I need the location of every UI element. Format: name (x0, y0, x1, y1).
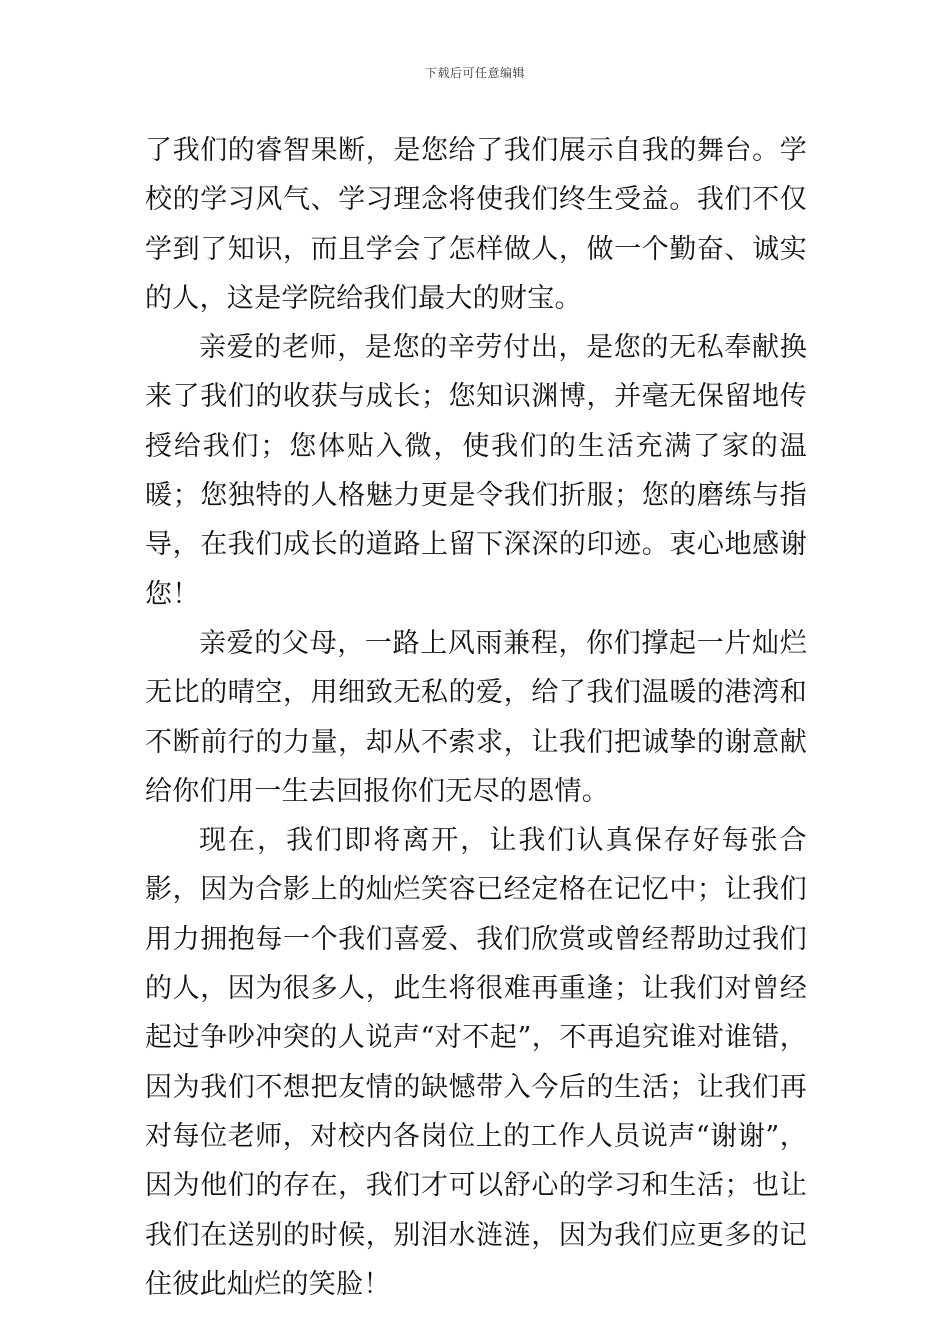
paragraph-teachers: 亲爱的老师，是您的辛劳付出，是您的无私奉献换来了我们的收获与成长；您知识渊博，并毫无保留地传授给我们；您体贴入微，使我们的生活充满了家的温暖；您独特的人格魅力更是令我们折服；您的磨练与指导，在我们成长的道路上留下深深的印迹。衷心地感谢您！ (145, 332, 807, 610)
page-header: 下载后可任意编辑 (424, 66, 525, 80)
document-body (145, 126, 807, 1309)
paragraph-parents: 亲爱的父母，一路上风雨兼程，你们撑起一片灿烂无比的晴空，用细致无私的爱，给了我们温暖的港湾和不断前行的力量，却从不索求，让我们把诚挚的谢意献给你们用一生去回报你们无尽的恩情。 (145, 627, 807, 807)
paragraph-farewell: 现在，我们即将离开，让我们认真保存好每张合影，因为合影上的灿烂笑容已经定格在记忆中；让我们用力拥抱每一个我们喜爱、我们欣赏或曾经帮助过我们的人，因为很多人，此生将很难再重逢；让我们对曾经起过争吵冲突的人说声“对不起”，不再追究谁对谁错，因为我们不想把友情的缺憾带入今后的生活；让我们再对每位老师，对校内各岗位上的工作人员说声“谢谢”，因为他们的存在，我们才可以舒心的学习和生活；也让我们在送别的时候，别泪水涟涟，因为我们应更多的记住彼此灿烂的笑脸！ (145, 825, 807, 1300)
paragraph-continuation: 了我们的睿智果断，是您给了我们展示自我的舞台。学校的学习风气、学习理念将使我们终生受益。我们不仅学到了知识，而且学会了怎样做人，做一个勤奋、诚实的人，这是学院给我们最大的财宝。 (145, 135, 807, 314)
